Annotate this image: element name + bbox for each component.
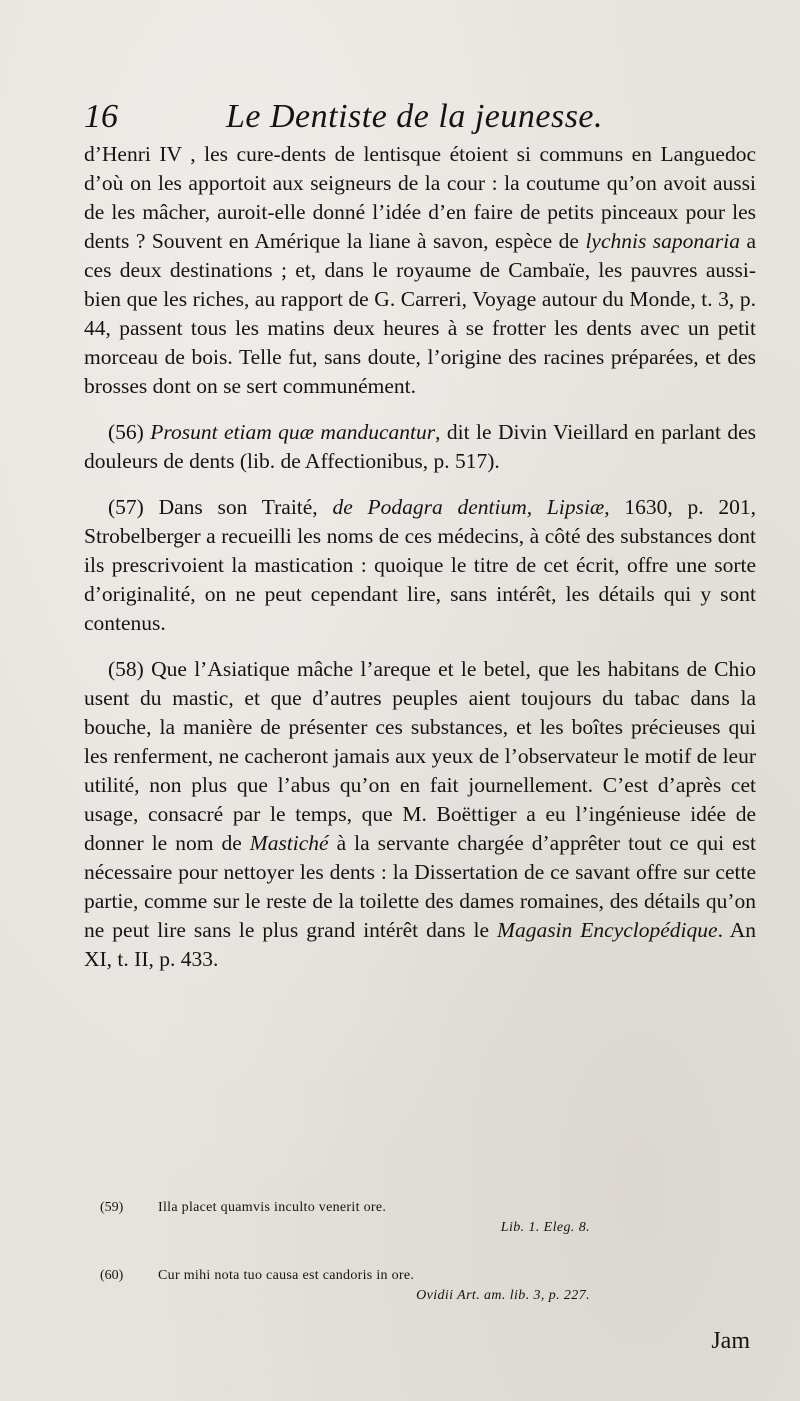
footnote-59 [100, 1198, 600, 1218]
page-number: 16 [84, 98, 118, 135]
footnote-text: Illa placet quamvis inculto venerit ore. [158, 1200, 387, 1215]
note-56 [84, 418, 756, 476]
paragraph-text: à la servante chargée d’apprêter tout ce qui est nécessaire pour nettoyer les dents : la Dissertation de ce savant offre sur cette partie, comme sur le reste de la toilette des dames romaines, des détails qu’on ne peut lire sans le plus grand intérêt dans le [84, 831, 757, 942]
note-58 [84, 655, 756, 974]
footnotes [100, 1198, 600, 1308]
footnote-gap [100, 1240, 600, 1266]
paragraph-text: , dit le Divin Vieillard en parlant des douleurs de dents (lib. de Affectionibus, p. 517). [84, 420, 757, 473]
paragraph-text: (57) Dans son Traité, [108, 495, 318, 519]
footnote-marker: (60) [100, 1268, 124, 1283]
italic-title: de Podagra dentium, Lipsiæ [332, 495, 605, 519]
running-head [84, 96, 756, 138]
italic-term: lychnis saponaria [585, 229, 741, 253]
paragraph-text: d’Henri IV , les cure-dents de lentisque étoient si communs en Languedoc d’où on les apportoit aux seigneurs de la cour : la coutume qu’on avoit aussi de les mâcher, auroit-elle donné l’idée d’en faire de petits pinceaux pour les dents ? Souvent en Amérique la liane à savon, espèce de [84, 142, 756, 253]
paragraph-text: (58) Que l’Asiatique mâche l’areque et le betel, que les habitans de Chio usent du mastic, et que d’autres peuples aient toujours du tabac dans la bouche, la manière de présenter ces substances, et les boîtes précieuses qui les renferment, ne cacheront jamais aux yeux de l’observateur le motif de leur utilité, non plus que l’abus qu’on en fait journellement. C’est d’après cet usage, consacré par le temps, que M. Boëttiger a eu l’ingénieuse idée de donner le nom de [84, 657, 756, 855]
paragraph-text: , 1630, p. 201, Strobelberger a recueilli les noms de ces médecins, à côté des substances dont ils prescrivoient la mastication : quoique le titre de cet écrit, offre une sorte d’originalité, on ne peut cependant lire, sans intérêt, les détails qui y sont contenus. [84, 495, 757, 635]
italic-term: Mastiché [249, 831, 329, 855]
body-text [84, 140, 756, 974]
catchword: Jam [711, 1328, 750, 1354]
footnote-citation: Ovidii Art. am. lib. 3, p. 227. [416, 1288, 590, 1303]
footnote-60 [100, 1266, 600, 1286]
note-marker: (56) [108, 420, 144, 444]
footnote-text: Cur mihi nota tuo causa est candoris in ore. [158, 1268, 415, 1283]
paragraph-text: a ces deux destinations ; et, dans le royaume de Cambaïe, les pauvres aussi-bien que les riches, au rapport de G. Carreri, Voyage autour du Monde, t. 3, p. 44, passent tous les matins deux heures à se frotter les dents avec un petit morceau de bois. Telle fut, sans doute, l’origine des racines préparées, et des brosses dont on se sert communément. [84, 229, 757, 398]
italic-title: Magasin Encyclopédique [497, 918, 718, 942]
paragraph-text: . An XI, t. II, p. 433. [84, 918, 757, 971]
note-57 [84, 493, 756, 638]
footnote-marker: (59) [100, 1200, 124, 1215]
running-title: Le Dentiste de la jeunesse. [226, 98, 604, 135]
paragraph-continued [84, 140, 756, 401]
footnote-citation: Lib. 1. Eleg. 8. [500, 1220, 590, 1235]
italic-quote: Prosunt etiam quæ manducantur [150, 420, 436, 444]
